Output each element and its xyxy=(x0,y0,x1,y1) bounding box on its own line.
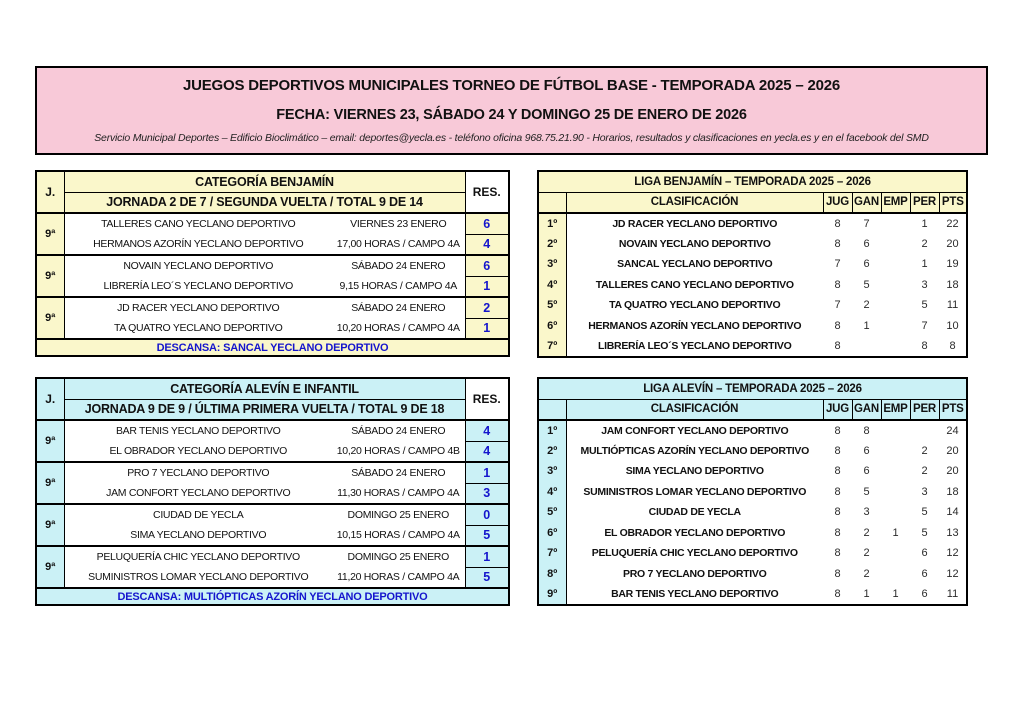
team-name: NOVAIN YECLANO DEPORTIVO xyxy=(64,255,332,276)
stat-drawn: 1 xyxy=(892,587,899,600)
standings-table-benjamin xyxy=(537,170,968,358)
stat-points: 20 xyxy=(946,237,959,250)
position-cell: 4º xyxy=(538,275,566,296)
stat-drawn xyxy=(881,461,910,482)
club-name: PELUQUERÍA CHIC YECLANO DEPORTIVO xyxy=(591,547,798,560)
club-name: CIUDAD DE YECLA xyxy=(648,506,741,519)
stat-points: 19 xyxy=(946,258,959,271)
position-cell: 2º xyxy=(538,441,566,462)
match-row xyxy=(36,504,509,525)
stat-points: 20 xyxy=(946,444,959,457)
stat-played: 8 xyxy=(834,278,841,291)
club-name: PRO 7 YECLANO DEPORTIVO xyxy=(623,567,767,580)
position-cell: 7º xyxy=(538,543,566,564)
standings-row xyxy=(538,316,967,337)
team-name: BAR TENIS YECLANO DEPORTIVO xyxy=(64,420,332,441)
stat-won: 3 xyxy=(863,506,870,519)
club-name: LIBRERÍA LEO´S YECLANO DEPORTIVO xyxy=(598,339,792,352)
standings-row xyxy=(538,213,967,234)
played-header: JUG xyxy=(823,399,852,420)
position-cell: 9º xyxy=(538,584,566,605)
match-date: SÁBADO 24 ENERO xyxy=(332,462,465,483)
standings-header-row xyxy=(538,192,967,213)
match-row xyxy=(36,255,509,276)
stat-drawn xyxy=(881,336,910,357)
stat-won: 2 xyxy=(863,547,870,560)
stat-lost: 6 xyxy=(921,567,928,580)
stat-points: 11 xyxy=(946,587,959,600)
document-header xyxy=(35,66,988,155)
standings-row xyxy=(538,234,967,255)
jornada-cell: 9ª xyxy=(36,297,64,339)
position-cell: 6º xyxy=(538,523,566,544)
position-cell: 1º xyxy=(538,420,566,441)
stat-played: 8 xyxy=(834,465,841,478)
club-name: EL OBRADOR YECLANO DEPORTIVO xyxy=(604,526,786,539)
match-row xyxy=(36,546,509,567)
stat-points: 22 xyxy=(946,217,959,230)
team-name: SIMA YECLANO DEPORTIVO xyxy=(64,525,332,546)
stat-played: 7 xyxy=(834,299,841,312)
stat-points: 20 xyxy=(946,465,959,478)
team-name: PELUQUERÍA CHIC YECLANO DEPORTIVO xyxy=(64,546,332,567)
stat-drawn xyxy=(881,213,910,234)
stat-lost: 1 xyxy=(921,258,928,271)
stat-played: 8 xyxy=(834,444,841,457)
stat-played: 8 xyxy=(834,547,841,560)
match-time: 11,20 HORAS / CAMPO 4A xyxy=(332,567,465,588)
stat-lost: 7 xyxy=(921,319,928,332)
stat-points: 24 xyxy=(946,424,959,437)
stat-played: 8 xyxy=(834,319,841,332)
jornada-column-header: J. xyxy=(36,171,64,213)
schedule-subheader-row xyxy=(36,192,509,213)
stat-won: 2 xyxy=(863,567,870,580)
schedule-table-benjamin xyxy=(35,170,510,357)
match-result: 1 xyxy=(465,318,509,339)
result-column-header: RES. xyxy=(465,378,509,420)
schedule-header-row xyxy=(36,378,509,399)
standings-table-alevin xyxy=(537,377,968,606)
stat-lost xyxy=(910,420,939,441)
position-cell: 2º xyxy=(538,234,566,255)
stat-won: 1 xyxy=(863,587,870,600)
stat-played: 8 xyxy=(834,587,841,600)
stat-won: 6 xyxy=(863,237,870,250)
club-name: SUMINISTROS LOMAR YECLANO DEPORTIVO xyxy=(583,485,807,498)
club-name: TA QUATRO YECLANO DEPORTIVO xyxy=(609,299,781,312)
stat-played: 8 xyxy=(834,339,841,352)
match-row xyxy=(36,441,509,462)
stat-points: 11 xyxy=(946,299,959,312)
match-row xyxy=(36,213,509,234)
position-cell: 4º xyxy=(538,482,566,503)
result-column-header: RES. xyxy=(465,171,509,213)
stat-lost: 6 xyxy=(921,547,928,560)
match-row xyxy=(36,525,509,546)
match-row xyxy=(36,567,509,588)
stat-drawn xyxy=(881,420,910,441)
standings-row xyxy=(538,564,967,585)
match-result: 6 xyxy=(465,255,509,276)
rest-note: DESCANSA: MULTIÓPTICAS AZORÍN YECLANO DEPORTIVO xyxy=(36,588,509,605)
points-header: PTS xyxy=(939,192,967,213)
rest-row xyxy=(36,588,509,605)
stat-played: 8 xyxy=(834,526,841,539)
stat-played: 8 xyxy=(834,424,841,437)
document-date-line: FECHA: VIERNES 23, SÁBADO 24 Y DOMINGO 25 DE ENERO DE 2026 xyxy=(276,107,747,123)
match-row xyxy=(36,483,509,504)
standings-row xyxy=(538,482,967,503)
stat-won: 2 xyxy=(863,299,870,312)
standings-row xyxy=(538,275,967,296)
stat-points: 10 xyxy=(946,319,959,332)
match-result: 6 xyxy=(465,213,509,234)
position-cell: 3º xyxy=(538,461,566,482)
match-result: 2 xyxy=(465,297,509,318)
jornada-cell: 9ª xyxy=(36,504,64,546)
stat-won: 6 xyxy=(863,465,870,478)
match-time: 10,20 HORAS / CAMPO 4B xyxy=(332,441,465,462)
position-cell: 5º xyxy=(538,502,566,523)
stat-points: 18 xyxy=(946,485,959,498)
league-title: LIGA BENJAMÍN – TEMPORADA 2025 – 2026 xyxy=(538,171,967,192)
match-date: VIERNES 23 ENERO xyxy=(332,213,465,234)
club-name: SANCAL YECLANO DEPORTIVO xyxy=(617,258,773,271)
match-time: 11,30 HORAS / CAMPO 4A xyxy=(332,483,465,504)
match-row xyxy=(36,297,509,318)
match-time: 10,15 HORAS / CAMPO 4A xyxy=(332,525,465,546)
stat-drawn xyxy=(881,543,910,564)
standings-row xyxy=(538,295,967,316)
team-name: CIUDAD DE YECLA xyxy=(64,504,332,525)
standings-row xyxy=(538,502,967,523)
category-title: CATEGORÍA BENJAMÍN xyxy=(64,171,465,192)
stat-won: 5 xyxy=(863,278,870,291)
lost-header: PER xyxy=(910,192,939,213)
club-name: BAR TENIS YECLANO DEPORTIVO xyxy=(611,587,779,600)
standings-row xyxy=(538,254,967,275)
round-info: JORNADA 2 DE 7 / SEGUNDA VUELTA / TOTAL 9 DE 14 xyxy=(64,192,465,213)
won-header: GAN xyxy=(852,192,881,213)
document-contact-line: Servicio Municipal Deportes – Edificio Bioclimático – email: deportes@yecla.es - teléfono oficina 968.75.21.90 - Horarios, resultados y clasificaciones en yecla.es y en el facebook del SMD xyxy=(94,132,929,144)
stat-won: 6 xyxy=(863,258,870,271)
standings-row xyxy=(538,441,967,462)
stat-lost: 2 xyxy=(921,444,928,457)
rest-row xyxy=(36,339,509,356)
document-title: JUEGOS DEPORTIVOS MUNICIPALES TORNEO DE FÚTBOL BASE - TEMPORADA 2025 – 2026 xyxy=(182,77,841,94)
rest-note: DESCANSA: SANCAL YECLANO DEPORTIVO xyxy=(36,339,509,356)
stat-won xyxy=(852,336,881,357)
position-cell: 1º xyxy=(538,213,566,234)
club-name: SIMA YECLANO DEPORTIVO xyxy=(625,465,764,478)
position-cell: 6º xyxy=(538,316,566,337)
stat-points: 13 xyxy=(946,526,959,539)
team-name: PRO 7 YECLANO DEPORTIVO xyxy=(64,462,332,483)
stat-drawn xyxy=(881,441,910,462)
stat-lost: 2 xyxy=(921,465,928,478)
stat-drawn xyxy=(881,254,910,275)
stat-drawn xyxy=(881,234,910,255)
match-result: 4 xyxy=(465,420,509,441)
jornada-cell: 9ª xyxy=(36,462,64,504)
stat-lost: 5 xyxy=(921,526,928,539)
lost-header: PER xyxy=(910,399,939,420)
round-info: JORNADA 9 DE 9 / ÚLTIMA PRIMERA VUELTA / TOTAL 9 DE 18 xyxy=(64,399,465,420)
jornada-column-header: J. xyxy=(36,378,64,420)
match-result: 5 xyxy=(465,525,509,546)
stat-lost: 3 xyxy=(921,278,928,291)
stat-drawn xyxy=(881,316,910,337)
standings-row xyxy=(538,543,967,564)
match-date: DOMINGO 25 ENERO xyxy=(332,504,465,525)
match-result: 1 xyxy=(465,462,509,483)
stat-played: 8 xyxy=(834,217,841,230)
stat-played: 8 xyxy=(834,485,841,498)
standings-title-row xyxy=(538,378,967,399)
drawn-header: EMP xyxy=(881,192,910,213)
classification-header: CLASIFICACIÓN xyxy=(566,399,823,420)
classification-header: CLASIFICACIÓN xyxy=(566,192,823,213)
match-result: 1 xyxy=(465,546,509,567)
jornada-cell: 9ª xyxy=(36,546,64,588)
stat-drawn xyxy=(881,502,910,523)
points-header: PTS xyxy=(939,399,967,420)
team-name: SUMINISTROS LOMAR YECLANO DEPORTIVO xyxy=(64,567,332,588)
stat-drawn: 1 xyxy=(892,526,899,539)
stat-lost: 8 xyxy=(921,339,928,352)
club-name: TALLERES CANO YECLANO DEPORTIVO xyxy=(595,278,794,291)
position-cell: 7º xyxy=(538,336,566,357)
stat-played: 7 xyxy=(834,258,841,271)
stat-won: 5 xyxy=(863,485,870,498)
stat-won: 2 xyxy=(863,526,870,539)
team-name: EL OBRADOR YECLANO DEPORTIVO xyxy=(64,441,332,462)
stat-lost: 3 xyxy=(921,485,928,498)
match-result: 1 xyxy=(465,276,509,297)
club-name: JAM CONFORT YECLANO DEPORTIVO xyxy=(601,424,789,437)
stat-points: 12 xyxy=(946,567,959,580)
stat-played: 8 xyxy=(834,506,841,519)
stat-lost: 5 xyxy=(921,299,928,312)
standings-row xyxy=(538,336,967,357)
team-name: HERMANOS AZORÍN YECLANO DEPORTIVO xyxy=(64,234,332,255)
stat-lost: 6 xyxy=(921,587,928,600)
match-row xyxy=(36,276,509,297)
stat-played: 8 xyxy=(834,567,841,580)
schedule-subheader-row xyxy=(36,399,509,420)
team-name: TALLERES CANO YECLANO DEPORTIVO xyxy=(64,213,332,234)
match-result: 4 xyxy=(465,441,509,462)
stat-won: 8 xyxy=(863,424,870,437)
standings-row xyxy=(538,461,967,482)
position-column-header xyxy=(538,399,566,420)
standings-row xyxy=(538,523,967,544)
stat-lost: 5 xyxy=(921,506,928,519)
match-row xyxy=(36,462,509,483)
won-header: GAN xyxy=(852,399,881,420)
stat-won: 6 xyxy=(863,444,870,457)
club-name: HERMANOS AZORÍN YECLANO DEPORTIVO xyxy=(588,319,802,332)
team-name: TA QUATRO YECLANO DEPORTIVO xyxy=(64,318,332,339)
club-name: NOVAIN YECLANO DEPORTIVO xyxy=(618,237,771,250)
stat-played: 8 xyxy=(834,237,841,250)
standings-title-row xyxy=(538,171,967,192)
match-row xyxy=(36,318,509,339)
match-time: 10,20 HORAS / CAMPO 4A xyxy=(332,318,465,339)
match-date: SÁBADO 24 ENERO xyxy=(332,297,465,318)
standings-header-row xyxy=(538,399,967,420)
stat-drawn xyxy=(881,295,910,316)
position-column-header xyxy=(538,192,566,213)
position-cell: 5º xyxy=(538,295,566,316)
position-cell: 8º xyxy=(538,564,566,585)
jornada-cell: 9ª xyxy=(36,213,64,255)
match-row xyxy=(36,420,509,441)
match-result: 4 xyxy=(465,234,509,255)
stat-points: 8 xyxy=(949,339,956,352)
match-result: 5 xyxy=(465,567,509,588)
stat-lost: 1 xyxy=(921,217,928,230)
drawn-header: EMP xyxy=(881,399,910,420)
match-result: 0 xyxy=(465,504,509,525)
stat-points: 12 xyxy=(946,547,959,560)
schedule-table-alevin xyxy=(35,377,510,606)
team-name: JD RACER YECLANO DEPORTIVO xyxy=(64,297,332,318)
played-header: JUG xyxy=(823,192,852,213)
schedule-header-row xyxy=(36,171,509,192)
match-result: 3 xyxy=(465,483,509,504)
standings-row xyxy=(538,420,967,441)
jornada-cell: 9ª xyxy=(36,255,64,297)
match-row xyxy=(36,234,509,255)
stat-drawn xyxy=(881,482,910,503)
stat-points: 18 xyxy=(946,278,959,291)
stat-won: 7 xyxy=(863,217,870,230)
match-date: SÁBADO 24 ENERO xyxy=(332,255,465,276)
club-name: MULTIÓPTICAS AZORÍN YECLANO DEPORTIVO xyxy=(580,444,809,457)
stat-lost: 2 xyxy=(921,237,928,250)
stat-drawn xyxy=(881,275,910,296)
stat-points: 14 xyxy=(946,506,959,519)
team-name: JAM CONFORT YECLANO DEPORTIVO xyxy=(64,483,332,504)
jornada-cell: 9ª xyxy=(36,420,64,462)
stat-won: 1 xyxy=(863,319,870,332)
position-cell: 3º xyxy=(538,254,566,275)
stat-drawn xyxy=(881,564,910,585)
match-date: SÁBADO 24 ENERO xyxy=(332,420,465,441)
team-name: LIBRERÍA LEO´S YECLANO DEPORTIVO xyxy=(64,276,332,297)
league-title: LIGA ALEVÍN – TEMPORADA 2025 – 2026 xyxy=(538,378,967,399)
club-name: JD RACER YECLANO DEPORTIVO xyxy=(612,217,778,230)
match-time: 9,15 HORAS / CAMPO 4A xyxy=(332,276,465,297)
standings-row xyxy=(538,584,967,605)
match-date: DOMINGO 25 ENERO xyxy=(332,546,465,567)
match-time: 17,00 HORAS / CAMPO 4A xyxy=(332,234,465,255)
category-title: CATEGORÍA ALEVÍN E INFANTIL xyxy=(64,378,465,399)
